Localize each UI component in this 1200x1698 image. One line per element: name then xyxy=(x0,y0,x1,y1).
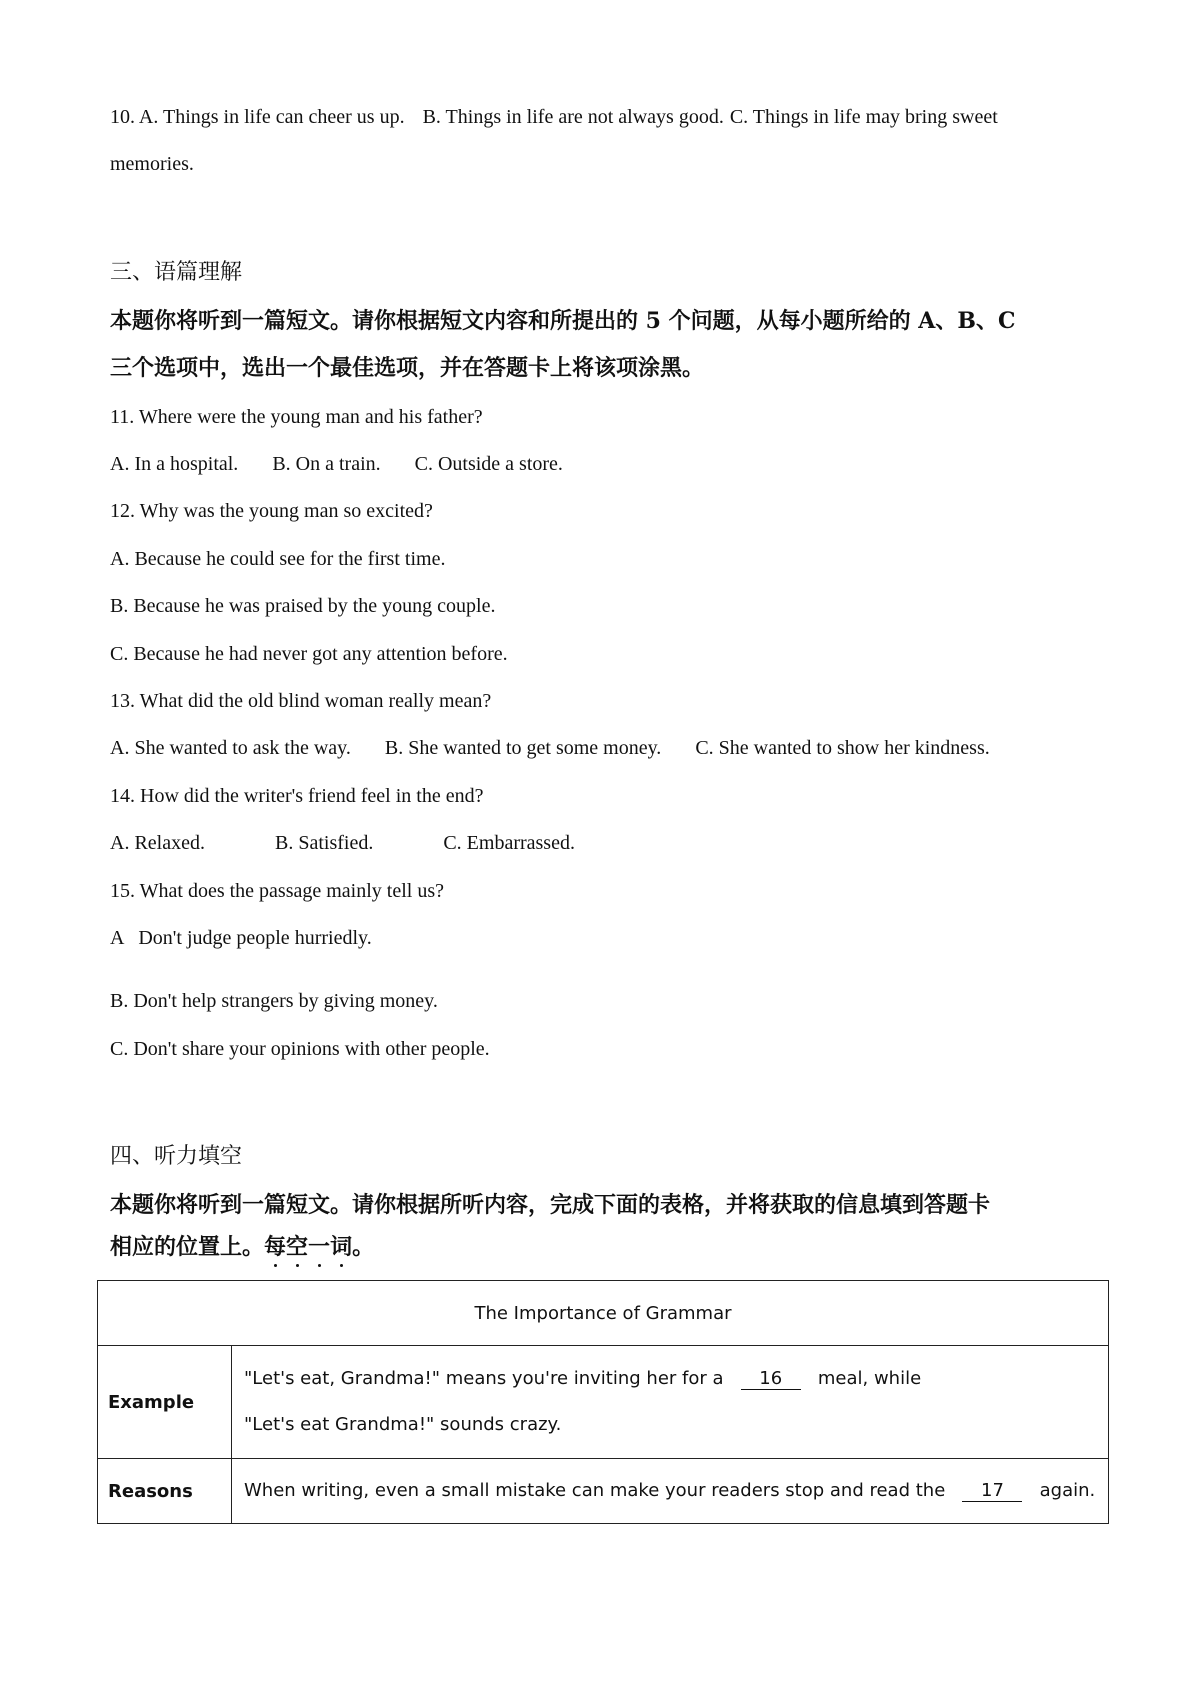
table-title-row xyxy=(98,1281,1109,1346)
section4-instruction-1: 本题你将听到一篇短文。请你根据所听内容，完成下面的表格，并将获取的信息填到答题卡 xyxy=(110,1192,991,1218)
q15-question: 15. What does the passage mainly tell us? xyxy=(110,880,444,902)
q11-option-c: C. Outside a store. xyxy=(414,453,563,475)
grammar-table xyxy=(97,1280,1109,1524)
reasons-label: Reasons xyxy=(98,1459,232,1524)
blank-16: 16 xyxy=(741,1369,801,1390)
q13-options xyxy=(110,735,990,761)
q15-option-b: B. Don't help strangers by giving money. xyxy=(110,990,438,1012)
section3-instruction-2: 三个选项中，选出一个最佳选项，并在答题卡上将该项涂黑。 xyxy=(110,355,705,381)
q10-line2: memories. xyxy=(110,153,194,175)
section3-instruction-1: 本题你将听到一篇短文。请你根据短文内容和所提出的 5 个问题，从每小题所给的 A、B、C xyxy=(110,308,1016,334)
section4-instruction-2: 相应的位置上。每空一词。 xyxy=(110,1234,375,1260)
q11-option-b: B. On a train. xyxy=(272,453,381,475)
q15-option-a: A Don't judge people hurriedly. xyxy=(110,927,372,949)
q10-option-c: C. Things in life may bring sweet xyxy=(729,106,998,128)
q12-option-a: A. Because he could see for the first time. xyxy=(110,548,446,570)
q12-option-b: B. Because he was praised by the young couple. xyxy=(110,595,496,617)
q11-option-a: A. In a hospital. xyxy=(110,453,239,475)
q13-option-a: A. She wanted to ask the way. xyxy=(110,737,351,759)
q15-option-c: C. Don't share your opinions with other people. xyxy=(110,1038,490,1060)
q13-question: 13. What did the old blind woman really mean? xyxy=(110,690,492,712)
q12-option-c: C. Because he had never got any attention before. xyxy=(110,643,508,665)
emphasis-char: 词 xyxy=(330,1234,353,1260)
q10-option-b: B. Things in life are not always good. xyxy=(422,106,724,128)
q10-line1 xyxy=(110,104,998,130)
reasons-content: When writing, even a small mistake can make your readers stop and read the 17 again. xyxy=(232,1459,1109,1524)
q11-options xyxy=(110,451,563,477)
q12-question: 12. Why was the young man so excited? xyxy=(110,500,433,522)
section4-heading: 四、听力填空 xyxy=(110,1144,243,1169)
emphasis-char: 空 xyxy=(286,1234,309,1260)
emphasis-char: 每 xyxy=(264,1234,287,1260)
q14-option-c: C. Embarrassed. xyxy=(443,832,575,854)
table-row-example xyxy=(98,1346,1109,1459)
example-content: "Let's eat, Grandma!" means you're inviting her for a 16 meal, while "Let's eat Grandma!" sounds crazy. xyxy=(232,1346,1109,1459)
q13-option-b: B. She wanted to get some money. xyxy=(384,737,662,759)
table-title: The Importance of Grammar xyxy=(98,1281,1109,1346)
emphasis-char: 一 xyxy=(308,1234,331,1260)
q11-question: 11. Where were the young man and his father? xyxy=(110,406,483,428)
q14-question: 14. How did the writer's friend feel in the end? xyxy=(110,785,484,807)
section3-heading: 三、语篇理解 xyxy=(110,260,243,285)
table-row-reasons xyxy=(98,1459,1109,1524)
q14-option-a: A. Relaxed. xyxy=(110,832,205,854)
q14-option-b: B. Satisfied. xyxy=(274,832,374,854)
example-label: Example xyxy=(98,1346,232,1459)
q10-option-a: 10. A. Things in life can cheer us up. xyxy=(110,106,405,128)
q14-options xyxy=(110,830,575,856)
blank-17: 17 xyxy=(962,1481,1022,1502)
emphasized-text xyxy=(264,1234,352,1260)
q13-option-c: C. She wanted to show her kindness. xyxy=(695,737,990,759)
